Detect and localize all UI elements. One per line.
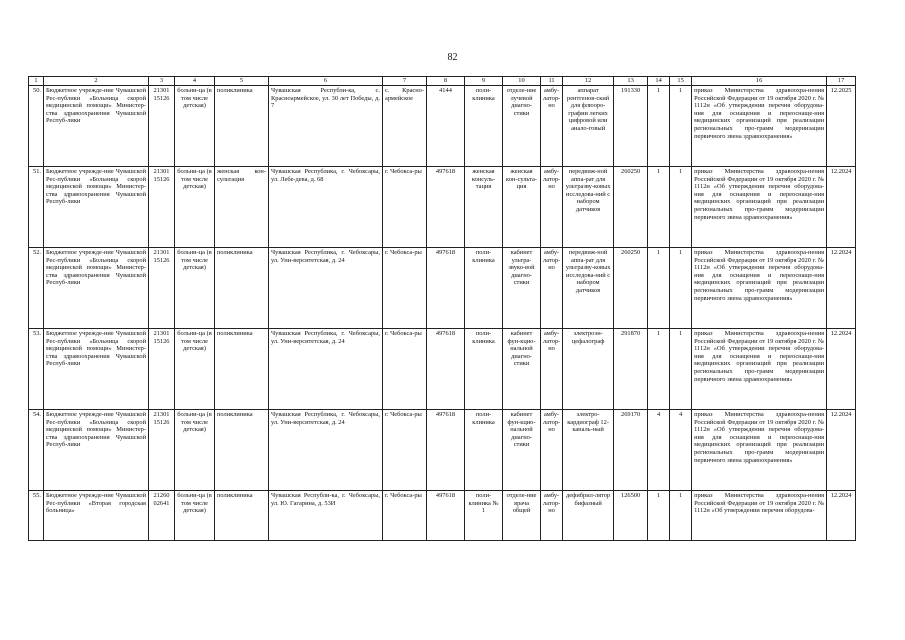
locality-cell: г. Чебокса-ры <box>383 491 427 541</box>
unit-cell: поли-клиника <box>465 248 503 329</box>
col-header: 17 <box>827 77 856 86</box>
unit-cell: поли-клиника <box>465 86 503 167</box>
org-code-cell: 21301 15126 <box>149 248 175 329</box>
department-cell: кабинет фун-кцио-нальной диагно-стики <box>503 410 541 491</box>
institution-type-cell: больни-ца (в том числе детская) <box>175 248 215 329</box>
organization-name-cell: Бюджетное учрежде-ние Чувашской Рес-публики «Больница скорой медицинской помощи» Министер-ства здравоохранения Чувашской Респуб-лики <box>44 329 149 410</box>
col-header: 13 <box>614 77 648 86</box>
col-header: 7 <box>383 77 427 86</box>
equipment-table <box>28 76 856 541</box>
deadline-cell: 12.2024 <box>827 491 856 541</box>
organization-name-cell: Бюджетное учрежде-ние Чувашской Рес-публики «Больница скорой медицинской помощи» Министер-ства здравоохранения Чувашской Респуб-лики <box>44 86 149 167</box>
postcode-cell: 4144 <box>427 86 465 167</box>
price-cell: 126500 <box>614 491 648 541</box>
equipment-name-cell: аппарат рентгенов-ский для флюоро-графии легких цифровой или анало-говый <box>563 86 614 167</box>
price-cell: 291870 <box>614 329 648 410</box>
care-type-cell: амбу-латор-но <box>541 329 563 410</box>
equipment-name-cell: электроэн-цефалограф <box>563 329 614 410</box>
institution-type-cell: больни-ца (в том числе детская) <box>175 491 215 541</box>
institution-type-cell: больни-ца (в том числе детская) <box>175 329 215 410</box>
address-cell: Чувашская Республика, г. Чебоксары, ул. Уни-верситетская, д. 24 <box>269 329 383 410</box>
row-number-cell: 55. <box>29 491 44 541</box>
equipment-name-cell: передвиж-ной аппа-рат для ультразву-ковых исследова-ний с набором датчиков <box>563 167 614 248</box>
legal-basis-cell: приказ Министерства здравоохра-нения Российской Федерации от 19 октября 2020 г. № 1112н «Об утверждении перечня оборудова-ния для оснащения и переоснаще-ния медицинских организаций при реализации региональных про-грамм модернизации первичного звена здравоохранения» <box>692 248 827 329</box>
division-cell: поликлиника <box>215 329 269 410</box>
price-cell: 260250 <box>614 248 648 329</box>
unit-cell: женская консуль-тация <box>465 167 503 248</box>
care-type-cell: амбу-латор-но <box>541 491 563 541</box>
organization-name-cell: Бюджетное учрежде-ние Чувашской Рес-публики «Больница скорой медицинской помощи» Министер-ства здравоохранения Чувашской Респуб-лики <box>44 410 149 491</box>
division-cell: поликлиника <box>215 491 269 541</box>
organization-name-cell: Бюджетное учрежде-ние Чувашской Рес-публики «Больница скорой медицинской помощи» Министер-ства здравоохранения Чувашской Респуб-лики <box>44 248 149 329</box>
postcode-cell: 497618 <box>427 491 465 541</box>
legal-basis-cell: приказ Министерства здравоохра-нения Российской Федерации от 19 октября 2020 г. № 1112н «Об утверждении перечня оборудова-ния для оснащения и переоснаще-ния медицинских организаций при реализации региональных про-грамм модернизации первичного звена здравоохранения» <box>692 86 827 167</box>
price-cell: 269170 <box>614 410 648 491</box>
quantity-total-cell: 1 <box>670 86 692 167</box>
unit-cell: поли-клиника <box>465 329 503 410</box>
equipment-name-cell: передвиж-ной аппа-рат для ультразву-ковых исследова-ний с набором датчиков <box>563 248 614 329</box>
locality-cell: г. Чебокса-ры <box>383 410 427 491</box>
care-type-cell: амбу-латор-но <box>541 167 563 248</box>
col-header: 1 <box>29 77 44 86</box>
col-header: 3 <box>149 77 175 86</box>
page-number: 82 <box>447 52 458 63</box>
price-cell: 191330 <box>614 86 648 167</box>
address-cell: Чувашская Республика, г. Чебоксары, ул. Уни-верситетская, д. 24 <box>269 410 383 491</box>
care-type-cell: амбу-латор-но <box>541 248 563 329</box>
table-row <box>29 248 856 329</box>
address-cell: Чувашская Республи-ка, с. Красноармейское, ул. 30 лет Победы, д. 7 <box>269 86 383 167</box>
col-header: 11 <box>541 77 563 86</box>
org-code-cell: 21301 15126 <box>149 329 175 410</box>
locality-cell: г. Чебокса-ры <box>383 329 427 410</box>
care-type-cell: амбу-латор-но <box>541 86 563 167</box>
quantity-plan-cell: 1 <box>648 329 670 410</box>
row-number-cell: 53. <box>29 329 44 410</box>
address-cell: Чувашская Республика, г. Чебоксары, ул. Лебе-дева, д. 68 <box>269 167 383 248</box>
price-cell: 260250 <box>614 167 648 248</box>
column-number-row <box>29 77 856 86</box>
quantity-total-cell: 1 <box>670 329 692 410</box>
table-row <box>29 167 856 248</box>
col-header: 4 <box>175 77 215 86</box>
table-row <box>29 410 856 491</box>
quantity-total-cell: 4 <box>670 410 692 491</box>
division-cell: поликлиника <box>215 248 269 329</box>
table-row <box>29 329 856 410</box>
table-row <box>29 86 856 167</box>
equipment-name-cell: дефибрил-лятор бифазный <box>563 491 614 541</box>
org-code-cell: 21301 15126 <box>149 167 175 248</box>
address-cell: Чувашская Республи-ка, г. Чебоксары, ул. Ю. Гагарина, д. 53И <box>269 491 383 541</box>
row-number-cell: 50. <box>29 86 44 167</box>
locality-cell: г. Чебокса-ры <box>383 248 427 329</box>
organization-name-cell: Бюджетное учрежде-ние Чувашской Рес-публики «Больница скорой медицинской помощи» Министер-ства здравоохранения Чувашской Респуб-лики <box>44 167 149 248</box>
department-cell: кабинет фун-кцио-нальной диагно-стики <box>503 329 541 410</box>
legal-basis-cell: приказ Министерства здравоохра-нения Российской Федерации от 19 октября 2020 г. № 1112н «Об утверждении перечня оборудова-ния для оснащения и переоснаще-ния медицинских организаций при реализации региональных про-грамм модернизации первичного звена здравоохранения» <box>692 410 827 491</box>
division-cell: поликлиника <box>215 86 269 167</box>
org-code-cell: 21301 15126 <box>149 410 175 491</box>
deadline-cell: 12.2025 <box>827 86 856 167</box>
col-header: 14 <box>648 77 670 86</box>
unit-cell: поли-клиника № 1 <box>465 491 503 541</box>
col-header: 9 <box>465 77 503 86</box>
department-cell: женская кон-сульта-ция <box>503 167 541 248</box>
col-header: 10 <box>503 77 541 86</box>
col-header: 8 <box>427 77 465 86</box>
postcode-cell: 497618 <box>427 167 465 248</box>
institution-type-cell: больни-ца (в том числе детская) <box>175 410 215 491</box>
quantity-total-cell: 1 <box>670 167 692 248</box>
col-header: 5 <box>215 77 269 86</box>
department-cell: отделе-ние врача общей <box>503 491 541 541</box>
quantity-plan-cell: 1 <box>648 167 670 248</box>
col-header: 2 <box>44 77 149 86</box>
row-number-cell: 54. <box>29 410 44 491</box>
row-number-cell: 51. <box>29 167 44 248</box>
col-header: 15 <box>670 77 692 86</box>
deadline-cell: 12.2024 <box>827 329 856 410</box>
quantity-plan-cell: 1 <box>648 248 670 329</box>
equipment-name-cell: электро-кардиограф 12-каналь-ный <box>563 410 614 491</box>
deadline-cell: 12.2024 <box>827 167 856 248</box>
institution-type-cell: больни-ца (в том числе детская) <box>175 86 215 167</box>
col-header: 6 <box>269 77 383 86</box>
legal-basis-cell: приказ Министерства здравоохра-нения Российской Федерации от 19 октября 2020 г. № 1112н «Об утверждении перечня оборудова-ния для оснащения и переоснаще-ния медицинских организаций при реализации региональных про-грамм модернизации первичного звена здравоохранения» <box>692 167 827 248</box>
address-cell: Чувашская Республика, г. Чебоксары, ул. Уни-верситетская, д. 24 <box>269 248 383 329</box>
deadline-cell: 12.2024 <box>827 248 856 329</box>
institution-type-cell: больни-ца (в том числе детская) <box>175 167 215 248</box>
quantity-total-cell: 1 <box>670 248 692 329</box>
postcode-cell: 497618 <box>427 329 465 410</box>
org-code-cell: 21260 02641 <box>149 491 175 541</box>
row-number-cell: 52. <box>29 248 44 329</box>
quantity-plan-cell: 1 <box>648 86 670 167</box>
postcode-cell: 497618 <box>427 410 465 491</box>
division-cell: женская кон-сультация <box>215 167 269 248</box>
legal-basis-cell: приказ Министерства здравоохра-нения Российской Федерации от 19 октября 2020 г. № 1112н «Об утверждении перечня оборудова-ния для оснащения и переоснаще-ния медицинских организаций при реализации региональных про-грамм модернизации первичного звена здравоохранения» <box>692 329 827 410</box>
postcode-cell: 497618 <box>427 248 465 329</box>
division-cell: поликлиника <box>215 410 269 491</box>
department-cell: кабинет ультра-звуко-вой диагно-стики <box>503 248 541 329</box>
deadline-cell: 12.2024 <box>827 410 856 491</box>
locality-cell: г. Чебокса-ры <box>383 167 427 248</box>
care-type-cell: амбу-латор-но <box>541 410 563 491</box>
org-code-cell: 21301 15126 <box>149 86 175 167</box>
legal-basis-cell: приказ Министерства здравоохра-нения Российской Федерации от 19 октября 2020 г. № 1112н «Об утверждении перечня оборудова- <box>692 491 827 541</box>
locality-cell: с. Красно-армейское <box>383 86 427 167</box>
col-header: 16 <box>692 77 827 86</box>
organization-name-cell: Бюджетное учрежде-ние Чувашской Рес-публики «Вторая городская больница» <box>44 491 149 541</box>
quantity-plan-cell: 4 <box>648 410 670 491</box>
table-row <box>29 491 856 541</box>
quantity-plan-cell: 1 <box>648 491 670 541</box>
col-header: 12 <box>563 77 614 86</box>
unit-cell: поли-клиника <box>465 410 503 491</box>
quantity-total-cell: 1 <box>670 491 692 541</box>
department-cell: отделе-ние лучевой диагно-стики <box>503 86 541 167</box>
